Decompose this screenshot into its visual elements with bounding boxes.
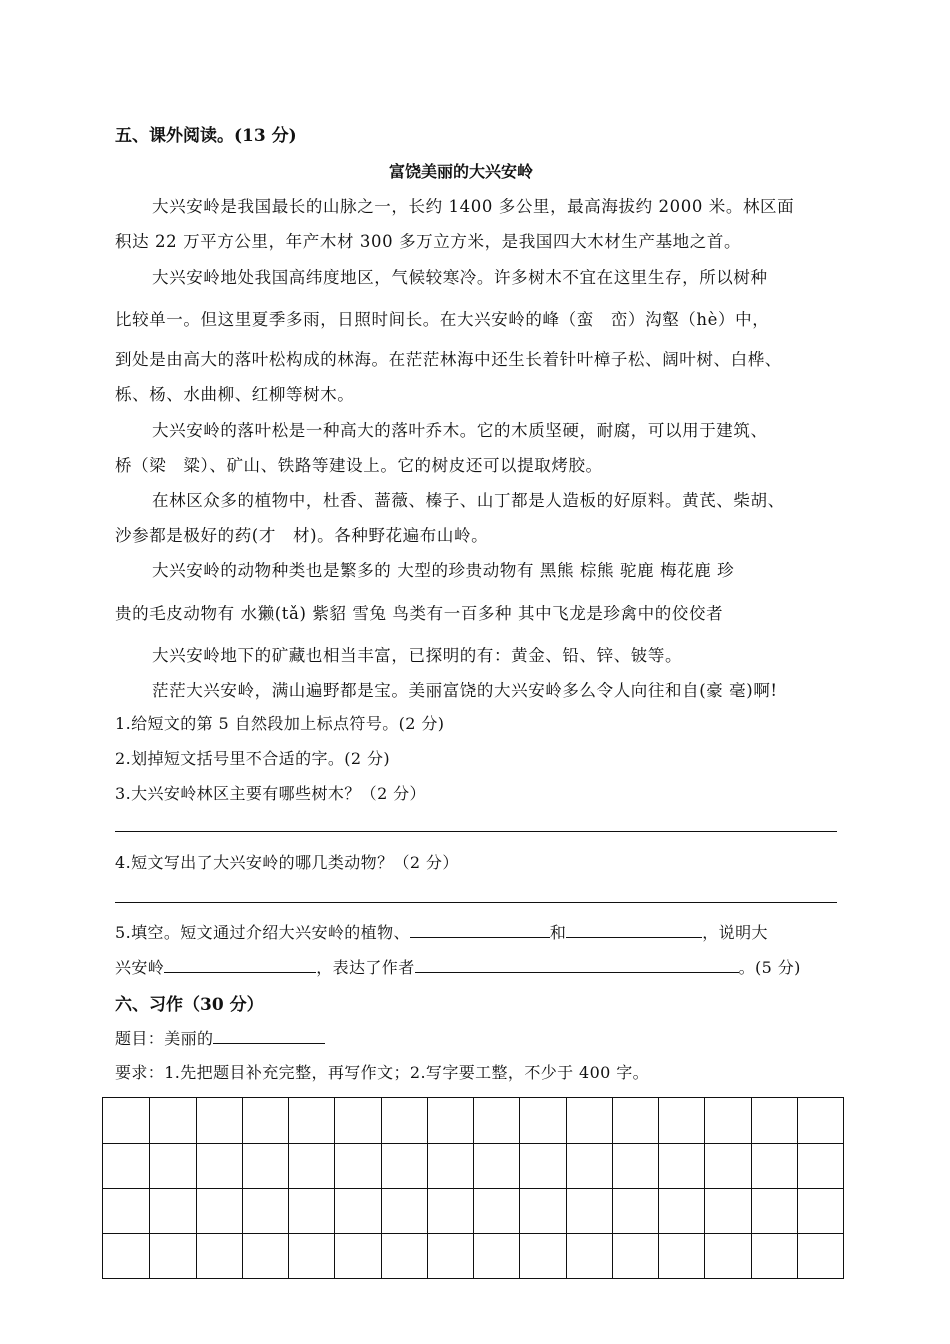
passage-line: 在林区众多的植物中，杜香、蔷薇、榛子、山丁都是人造板的好原料。黄芪、柴胡、 xyxy=(152,491,785,510)
passage-line: 比较单一。但这里夏季多雨，日照时间长。在大兴安岭的峰（蛮 峦）沟壑（hè）中， xyxy=(115,310,770,329)
question-5-line-2 xyxy=(115,955,801,978)
grid-row-line xyxy=(103,1143,843,1144)
topic-label: 题目：美丽的 xyxy=(115,1029,214,1048)
passage-line: 茫茫大兴安岭，满山遍野都是宝。美丽富饶的大兴安岭多么令人向往和自(豪 毫)啊! xyxy=(152,681,778,700)
writing-grid[interactable] xyxy=(102,1097,844,1279)
topic-blank[interactable] xyxy=(213,1029,325,1044)
question-5-line-1 xyxy=(115,920,768,943)
passage-line: 沙参都是极好的药(才 材)。各种野花遍布山岭。 xyxy=(115,526,489,545)
q5-blank-3[interactable] xyxy=(164,958,316,973)
passage-line: 大兴安岭的落叶松是一种高大的落叶乔木。它的木质坚硬，耐腐，可以用于建筑、 xyxy=(152,421,768,440)
answer-line-q3[interactable] xyxy=(115,831,837,832)
passage-line: 到处是由高大的落叶松构成的林海。在茫茫林海中还生长着针叶樟子松、阔叶树、白桦、 xyxy=(115,350,782,369)
q5-text-e: ，表达了作者 xyxy=(316,958,415,977)
section-5-heading: 五、课外阅读。(13 分) xyxy=(115,126,297,146)
essay-topic xyxy=(115,1026,325,1049)
passage-line: 大兴安岭地处我国高纬度地区，气候较寒冷。许多树木不宜在这里生存，所以树种 xyxy=(152,268,768,287)
passage-title: 富饶美丽的大兴安岭 xyxy=(389,162,534,181)
passage-line: 大兴安岭地下的矿藏也相当丰富，已探明的有：黄金、铅、锌、铍等。 xyxy=(152,646,683,665)
question-2: 2.划掉短文括号里不合适的字。(2 分) xyxy=(115,749,391,768)
q5-blank-2[interactable] xyxy=(566,923,702,938)
grid-row-line xyxy=(103,1233,843,1234)
q5-text-c: ，说明大 xyxy=(702,923,768,942)
grid-row-line xyxy=(103,1188,843,1189)
passage-line: 桥（梁 粱）、矿山、铁路等建设上。它的树皮还可以提取烤胶。 xyxy=(115,456,603,475)
q5-blank-1[interactable] xyxy=(410,923,550,938)
essay-requirement: 要求：1.先把题目补充完整，再写作文；2.写字要工整，不少于 400 字。 xyxy=(115,1063,650,1082)
passage-line: 大兴安岭的动物种类也是繁多的 大型的珍贵动物有 黑熊 棕熊 驼鹿 梅花鹿 珍 xyxy=(152,561,735,580)
q5-text-b: 和 xyxy=(549,923,567,942)
question-1: 1.给短文的第 5 自然段加上标点符号。(2 分) xyxy=(115,714,445,733)
question-4: 4.短文写出了大兴安岭的哪几类动物？（2 分） xyxy=(115,853,459,872)
q5-text-f: 。(5 分) xyxy=(738,958,801,977)
passage-line: 栎、杨、水曲柳、红柳等树木。 xyxy=(115,385,355,404)
section-6-heading: 六、习作（30 分） xyxy=(115,995,264,1015)
passage-line: 积达 22 万平方公里，年产木材 300 多万立方米，是我国四大木材生产基地之首。 xyxy=(115,232,742,251)
passage-line: 贵的毛皮动物有 水獭(tǎ) 紫貂 雪兔 鸟类有一百多种 其中飞龙是珍禽中的佼佼者 xyxy=(115,604,724,623)
answer-line-q4[interactable] xyxy=(115,902,837,903)
question-3: 3.大兴安岭林区主要有哪些树木？（2 分） xyxy=(115,784,426,803)
q5-blank-4[interactable] xyxy=(415,958,739,973)
passage-line: 大兴安岭是我国最长的山脉之一，长约 1400 多公里，最高海拔约 2000 米。林区面 xyxy=(152,197,795,216)
q5-text-d: 兴安岭 xyxy=(115,958,165,977)
q5-text-a: 5.填空。短文通过介绍大兴安岭的植物、 xyxy=(115,923,410,942)
